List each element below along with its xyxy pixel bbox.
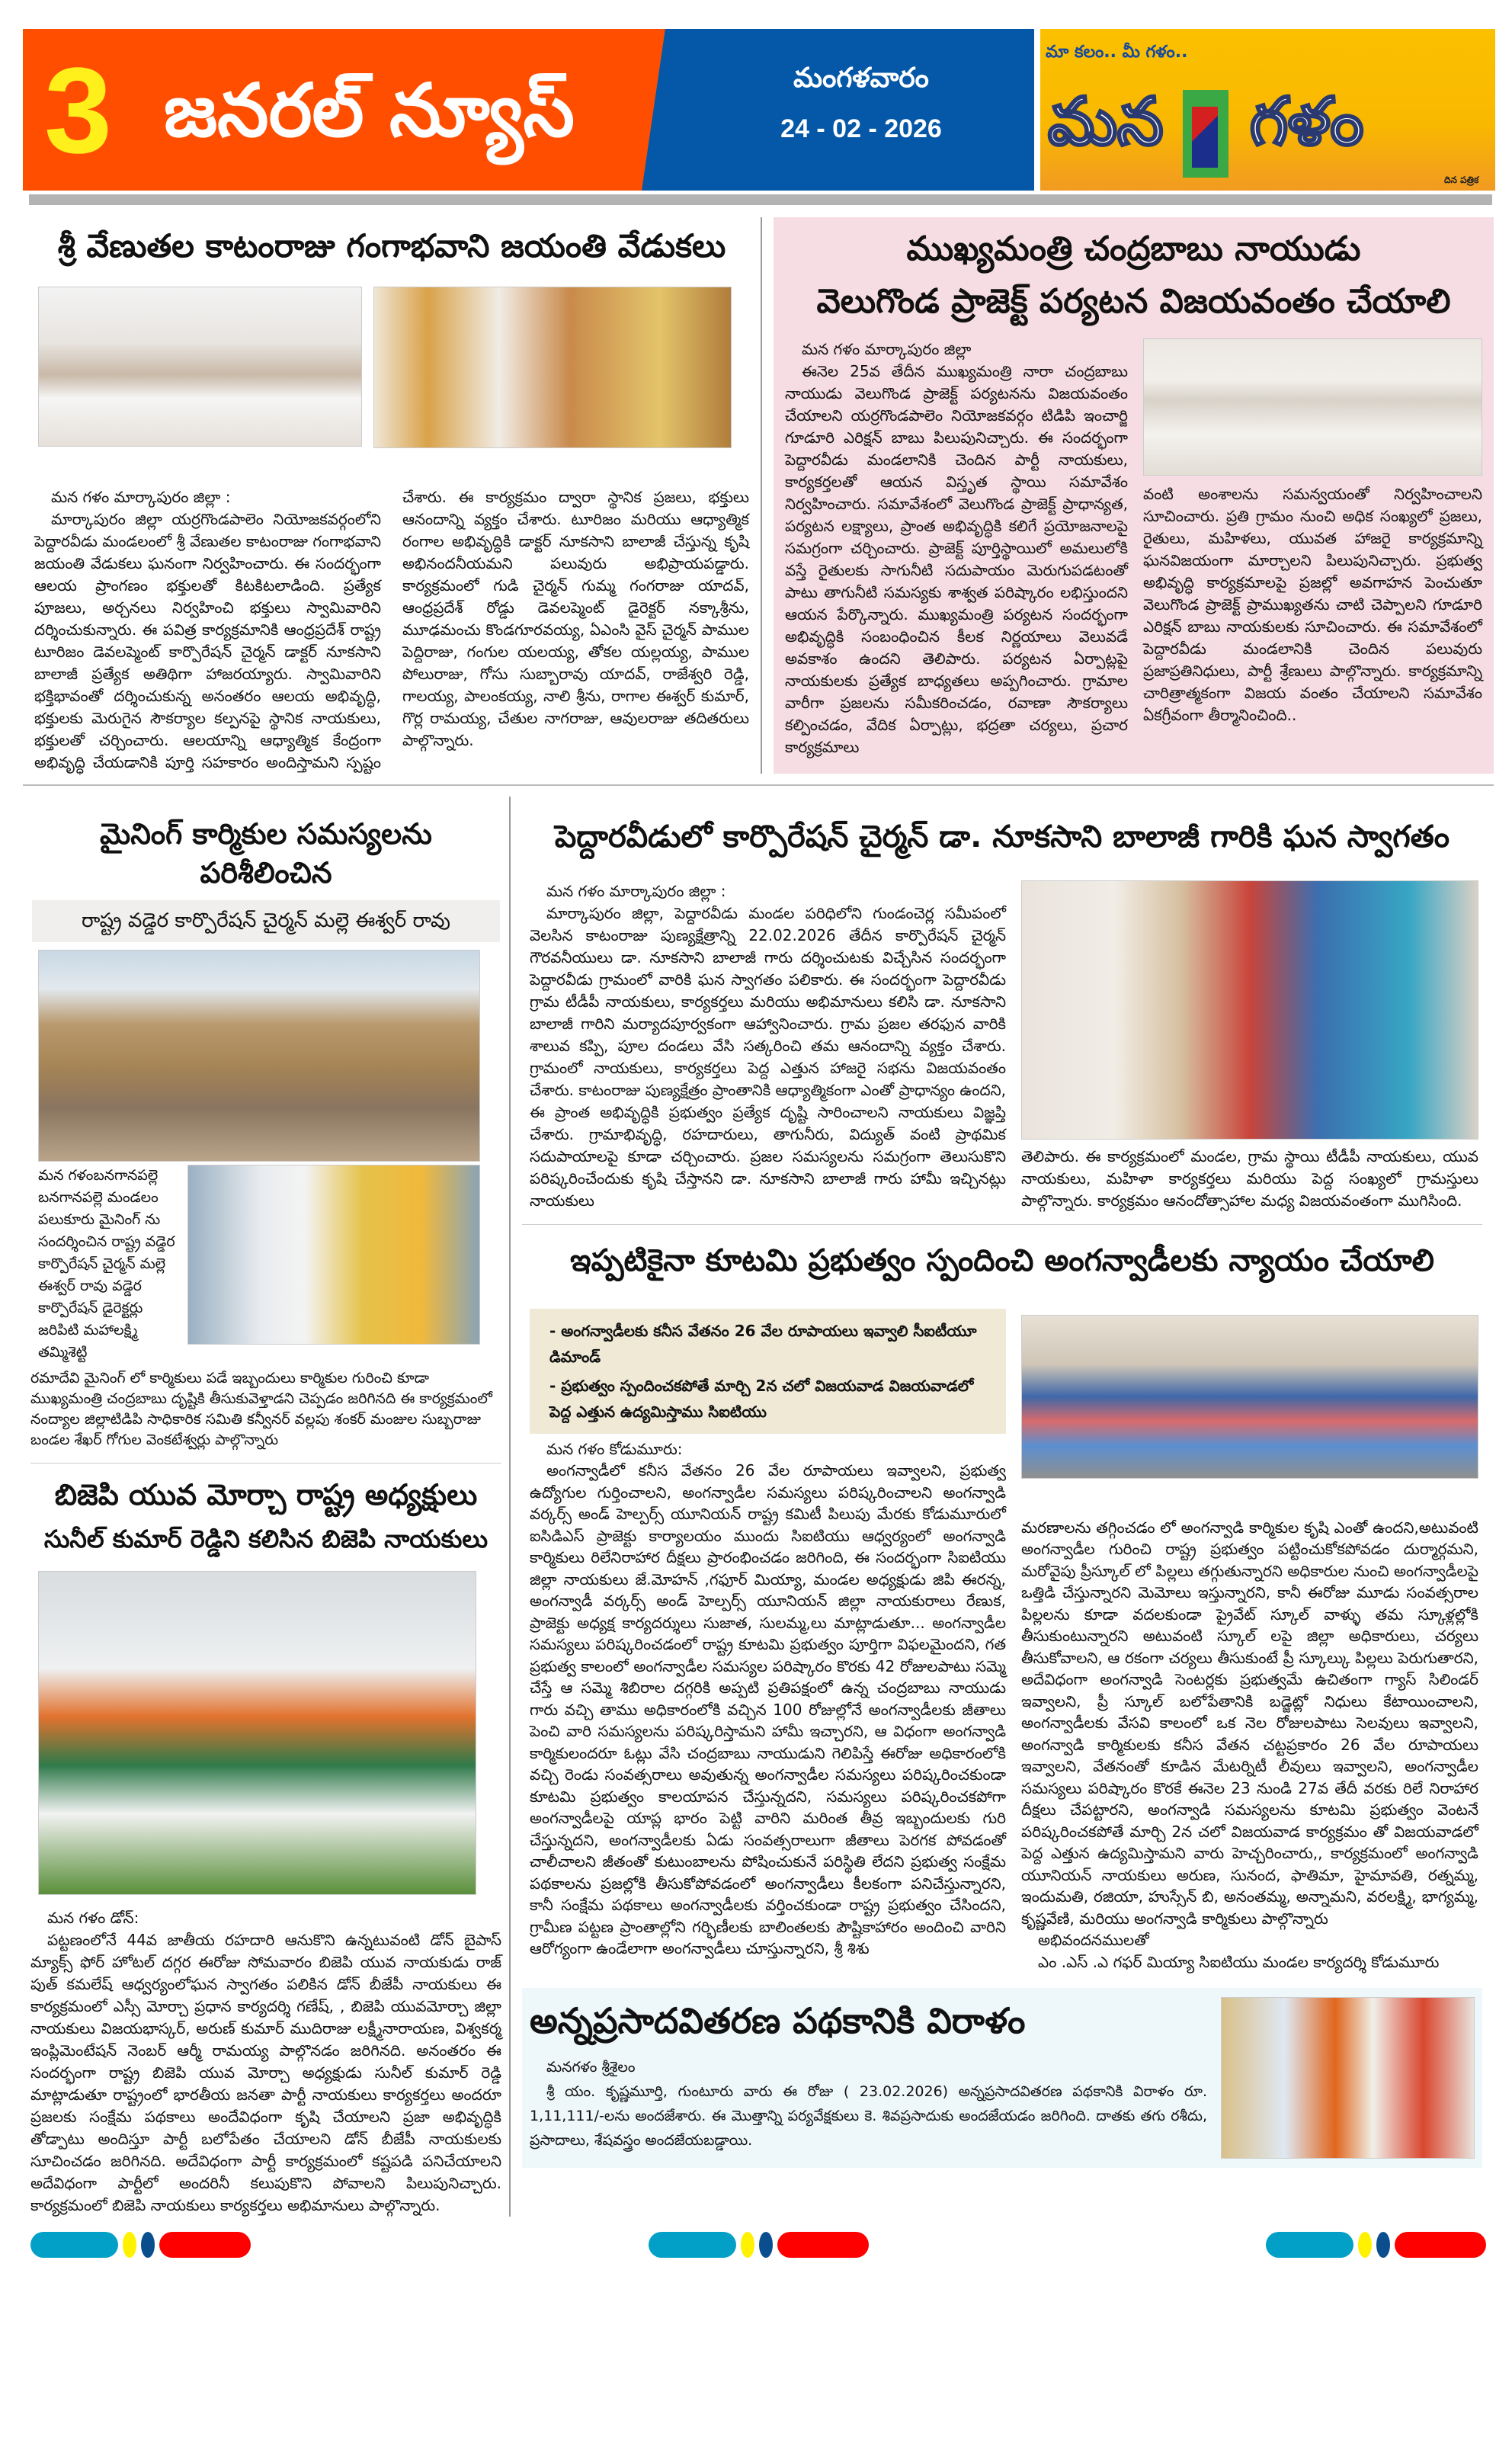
- logo-tagline: మా కలం.. మీ గళం..: [1046, 43, 1188, 62]
- photo-welcome-balaji: [1021, 880, 1478, 1140]
- article2-headline-line1: ముఖ్యమంత్రి చంద్రబాబు నాయుడు: [906, 229, 1361, 268]
- photo-anganwadi-protest: [1021, 1315, 1478, 1479]
- article7-box: [522, 1988, 1482, 2168]
- article1-headline: శ్రీ వేణుతల కాటంరాజు గంగాభవాని జయంతి వేడుకలు: [57, 227, 726, 264]
- article3-subheadline: రాష్ట్ర వడ్డెర కార్పొరేషన్ చైర్మన్ మల్లె ఈశ్వర్ రావు: [82, 909, 450, 933]
- article5-text-left: అంగన్వాడీలో కనీస వేతనం 26 వేల రూపాయలు ఇవ్వాలని, ప్రభుత్వ ఉద్యోగుల గుర్తించాలని, అంగన్వాడీల సమస్యలు పరిష్కరించాలని అంగన్వాడి వర్కర్స్ అండ్ హెల్పర్స్ యూనియన్ రాష్ట్ర కమిటీ పిలుపు మేరకు కోడుమూరులో ఐసిడిఎస్ ప్రాజెక్టు కార్యాలయం ముందు సిఐటియు ఆధ్వర్యంలో అంగన్వాడి కార్మికులు రిలేనిరాహార దీక్షలు ప్రారంభించడం జరిగింది, ఈ సందర్భంగా సిఐటియు జిల్లా నాయకులు జే.మోహన్ ,గఫూర్ మియ్యా, మండల అధ్యక్షుడు జిపి ఈరన్న, అంగన్వాడీ వర్కర్స్ అండ్ హెల్పర్స్ యూనియన్ జిల్లా నాయకురాలు రేణుక, ప్రాజెక్టు అధ్యక్ష కార్యదర్శులు సుజాత, సులమ్మ,లు మాట్లాడుతూ... అంగన్వాడీల సమస్యలు పరిష్కరించడంలో రాష్ట్ర కూటమి ప్రభుత్వం పూర్తిగా విఫలమైందని, గత ప్రభుత్వ కాలంలో అంగన్వాడీల సమస్యల పరిష్కారం కొరకు 42 రోజులపాటు సమ్మె చేస్తే ఆ సమ్మె శిబిరాల దగ్గరికి అప్పటి ప్రతిపక్షంలో ఉన్న చంద్రబాబు నాయుడు గారు వచ్చి తాము అధికారంలోకి వచ్చిన 100 రోజుల్లోనే అంగన్వాడీలకు జీతాలు పెంచి వారి సమస్యలను పరిష్కరిస్తామని హామీ ఇచ్చారని, ఆ విధంగా అంగన్వాడి కార్మికులందరూ ఓట్లు వేసి చంద్రబాబు నాయుడుని గెలిపిస్తే ఈరోజు అధికారంలోకి వచ్చి రెండు సంవత్సరాలు అవుతున్న అంగన్వాడీల సమస్యలు పరిష్కరించకుండా కూటమి ప్రభుత్వం కాలయాపన చేస్తున్నదని, సమస్యలు పరిష్కరించకపోగా అంగన్వాడీలపై యాప్ల భారం పెట్టి వారిని మరింత తీవ్ర ఇబ్బందులకు గురి చేస్తున్నదని, అంగన్వాడీలకు ఏడు సంవత్సరాలుగా జీతాలు పెరగక పోవడంతో చాలీచాలని జీతంతో కుటుంబాలను పోషించుకునే పరిస్థితి లేదని ప్రభుత్వ సంక్షేమ పథకాలను ప్రజల్లోకి తీసుకోపోవడంలో అంగన్వాడీలు కీలకంగా పనిచేస్తున్నారని, కానీ సంక్షేమ పథకాలు అంగన్వాడీలకు వర్తించకుండా రాష్ట్ర ప్రభుత్వం చేసిందని, గ్రామీణ పట్టణ ప్రాంతాల్లోని గర్భిణీలకు బాలింతలకు పౌష్టికాహారం అందించి వారిని ఆరోగ్యంగా ఉండేలాగా అంగన్వాడీలు చూస్తున్నారని, శ్రీ శిశు: [530, 1461, 1006, 1958]
- article2-body-right: వంటి అంశాలను సమన్వయంతో నిర్వహించాలని సూచించారు. ప్రతి గ్రామం నుంచి అధిక సంఖ్యలో ప్రజలు, రైతులు, మహిళలు, యువత హాజరై కార్యక్రమాన్ని ఘనవిజయంగా మార్చాలని పిలుపునిచ్చారు. ప్రభుత్వ అభివృద్ధి కార్యక్రమాలపై ప్రజల్లో అవగాహన పెంచుతూ వెలుగొండ ప్రాజెక్ట్ ప్రాముఖ్యతను చాటి చెప్పాలని గూడూరి ఎరిక్షన్ బాబు నాయకులకు సూచించారు. ఈ సమావేశంలో పెద్దారవీడు మండలానికి చెందిన పలువురు ప్రజాప్రతినిధులు, పార్టీ శ్రేణులు పాల్గొన్నారు. కార్యక్రమాన్ని చారిత్రాత్మకంగా విజయ వంతం చేయాలని సమావేశం ఏకగ్రీవంగా తీర్మానించింది..: [1143, 484, 1482, 724]
- logo-subtitle: దిన పత్రిక: [1444, 175, 1479, 185]
- article6-dateline: మన గళం డోన్:: [47, 1908, 139, 1927]
- footer-color-strip-center: [649, 2232, 869, 2258]
- article5-body-left: [530, 1438, 1006, 1960]
- issue-date: 24 - 02 - 2026: [780, 114, 942, 143]
- footer-color-strip-right: [1266, 2232, 1486, 2258]
- right-column: [511, 797, 1482, 2217]
- photo-temple-devotees: [38, 287, 362, 447]
- article1-text: మార్కాపురం జిల్లా యర్రగొండపాలెం నియోజకవర్గంలోని పెద్దారవీడు మండలంలో శ్రీ వేణుతల కాటంరాజు గంగాభవాని జయంతి వేడుకలు ఘనంగా నిర్వహించారు. ఈ సందర్భంగా ఆలయ ప్రాంగణం భక్తులతో కిటకిటలాడింది. ప్రత్యేక పూజలు, అర్చనలు నిర్వహించి భక్తులు స్వామివారిని దర్శించుకున్నారు. ఈ పవిత్ర కార్యక్రమానికి ఆంధ్రప్రదేశ్ రాష్ట్ర టూరిజం డెవలప్మెంట్ కార్పొరేషన్ చైర్మన్ డాక్టర్ నూకసాని బాలాజీ ప్రత్యేక అతిథిగా హాజరయ్యారు. స్వామివారిని భక్తిభావంతో దర్శించుకున్న అనంతరం ఆలయ అభివృద్ధి, భక్తులకు మెరుగైన సౌకర్యాల కల్పనపై స్థానిక నాయకులు, భక్తులతో చర్చించారు. ఆలయాన్ని ఆధ్యాత్మిక కేంద్రంగా అభివృద్ధి చేయడానికి పూర్తి సహకారం అందిస్తామని స్పష్టం చేశారు. ఈ కార్యక్రమం ద్వారా స్థానిక ప్రజలు, భక్తులు ఆనందాన్ని వ్యక్తం చేశారు. టూరిజం మరియు ఆధ్యాత్మిక రంగాల అభివృద్ధికి డాక్టర్ నూకసాని బాలాజీ చేస్తున్న కృషి అభినందనీయమని పలువురు అభిప్రాయపడ్డారు. కార్యక్రమంలో గుడి చైర్మన్ గుమ్మ గంగరాజు యాదవ్, ఆంధ్రప్రదేశ్ రోడ్డు డెవలప్మెంట్ డైరెక్టర్ నక్కాశ్రీను, మూఢమంచు కొండగూరవయ్య, ఏఎంసి వైస్ చైర్మన్ పాముల పెద్దిరాజు, గంగుల యలయ్య, తోకల యల్లయ్య, పాముల పోలురాజు, గోసు సుబ్బారావు యాదవ్, రాజేశ్వరి రెడ్డి, గాలయ్య, పాలంకయ్య, నాలి శ్రీను, రాగాల ఈశ్వర్ కుమార్, గొర్ల రామయ్య, చేతుల నాగరాజు, ఆవులరాజు తదితరులు పాల్గొన్నారు.: [34, 487, 749, 771]
- article6-body: [30, 1907, 501, 2217]
- article5-headline: ఇప్పటికైనా కూటమి ప్రభుత్వం స్పందించి అంగన్వాడీలకు న్యాయం చేయాలి: [570, 1242, 1434, 1278]
- article6-headline-line2: సునీల్ కుమార్ రెడ్డిని కలిసిన బిజెపి నాయకులు: [43, 1524, 489, 1553]
- article2-body-left: [785, 338, 1128, 758]
- article5-signoff: అభివందనములతో: [1038, 1931, 1149, 1950]
- article4-text-left: మార్కాపురం జిల్లా, పెద్దారవీడు మండల పరిధిలోని గుండంచెర్ల సమీపంలో వెలసిన కాటంరాజు పుణ్యక్షేత్రాన్ని 22.02.2026 తేదీన కార్పొరేషన్ చైర్మన్ గౌరవనీయులు డా. నూకసాని బాలాజీ గారు దర్శించుటకు విచ్చేసిన సందర్భంగా పెద్దారవీడు గ్రామంలో వారికి ఘన స్వాగతం పలికారు. ఈ సందర్భంగా పెద్దారవీడు గ్రామ టీడీపీ నాయకులు, కార్యకర్తలు మరియు అభిమానులు కలిసి డా. నూకసాని బాలాజీ గారిని మర్యాదపూర్వకంగా ఆహ్వానించారు. గ్రామ ప్రజల తరఫున వారికి శాలువ కప్పి, పూల దండలు వేసి సత్కరించి తమ ఆనందాన్ని వ్యక్తం చేశారు. గ్రామంలో నాయకులు, కార్యకర్తలు పెద్ద ఎత్తున హాజరై సభను విజయవంతం చేశారు. కాటంరాజు పుణ్యక్షేత్రం ప్రాంతానికి ఆధ్యాత్మికంగా ఎంతో ప్రాధాన్యం ఉందని, ఈ ప్రాంత అభివృద్ధికి ప్రభుత్వం ప్రత్యేక దృష్టి సారించాలని నాయకులు విజ్ఞప్తి చేశారు. గ్రామాభివృద్ధి, రహదారులు, తాగునీరు, విద్యుత్ వంటి ప్రాథమిక సదుపాయాలపై కూడా చర్చించారు. ప్రజల సమస్యలను సమగ్రంగా తెలుసుకొని పరిష్కరించేందుకు కృషి చేస్తానని డా. నూకసాని బాలాజీ గారు హామీ ఇచ్చినట్లు నాయకులు: [530, 903, 1006, 1210]
- article1-dateline: మన గళం మార్కాపురం జిల్లా :: [51, 487, 231, 506]
- article5-highlight-1: - అంగన్వాడీలకు కనీస వేతనం 26 వేల రూపాయలు ఇవ్వాలి సీఐటీయూ డిమాండ్: [549, 1321, 977, 1366]
- article7-dateline: మనగళం శ్రీశైలం: [546, 2059, 636, 2076]
- photo-mining-site: [38, 950, 480, 1162]
- article3-side-text: మన గళంబనగానపల్లె బనగానపల్లె మండలం పలుకూరు మైనింగ్ ను సందర్శించిన రాష్ట్ర వడ్డెర కార్పొరేషన్ చైర్మన్ మల్లె ఈశ్వర్ రావు వడ్డెర కార్పొరేషన్ డైరెక్టర్లు జరిపిటి మహాలక్ష్మి తమ్మిశెట్టి: [38, 1167, 175, 1361]
- photo-tdp-meeting: [1143, 338, 1482, 476]
- photo-donation-handover: [1221, 1997, 1475, 2159]
- photo-mining-inspection: [187, 1165, 480, 1345]
- left-column: [23, 797, 511, 2217]
- article2-box: [774, 217, 1494, 774]
- article7-body: [530, 2055, 1207, 2153]
- article4-body-right: తెలిపారు. ఈ కార్యక్రమంలో మండల, గ్రామ స్థాయి టీడీపీ నాయకులు, యువ నాయకులు, మహిళా కార్యకర్తలు మరియు పెద్ద సంఖ్యలో గ్రామస్తులు పాల్గొన్నారు. కార్యక్రమం ఆనందోత్సాహాల మధ్య విజయవంతంగా ముగిసింది.: [1021, 1146, 1478, 1210]
- photo-bjp-leaders: [38, 1571, 476, 1895]
- section-title: జనరల్ న్యూస్: [164, 68, 575, 153]
- page-content: [23, 217, 1494, 2281]
- article5-highlights-box: [530, 1309, 1006, 1434]
- article4-headline: పెద్దారవీడులో కార్పొరేషన్ చైర్మన్ డా. నూకసాని బాలాజీ గారికి ఘన స్వాగతం: [554, 819, 1450, 854]
- bottom-area: [23, 797, 1494, 2217]
- article2-dateline: మన గళం మార్కాపురం జిల్లా: [802, 339, 972, 358]
- top-row: [23, 217, 1494, 786]
- article4-body-left: [530, 880, 1006, 1212]
- section-divider: [522, 1224, 1482, 1225]
- section-divider: [30, 1463, 501, 1464]
- article1-body: [34, 486, 749, 774]
- article7-headline: అన్నప్రసాదవితరణ పథకానికి విరాళం: [530, 2000, 1026, 2042]
- article4-dateline: మన గళం మార్కాపురం జిల్లా :: [546, 881, 726, 900]
- article5-body-right: [1021, 1517, 1478, 1973]
- footer-color-strip-left: [30, 2232, 251, 2258]
- article3-headline: మైనింగ్ కార్మికుల సమస్యలను పరిశీలించిన: [100, 816, 432, 890]
- logo-text-right: గళం: [1250, 84, 1364, 160]
- article6-text: పట్టణంలోనే 44వ జాతీయ రహదారి ఆనుకొని ఉన్నటువంటి డోన్ బైపాస్ మ్యాక్స్ ఫోర్ హోటల్ దగ్గర ఈరోజు సోమవారం బిజెపి యువ నాయకుడు రాజ్ పుత్ కమలేష్ ఆధ్వర్యంలోఘన స్వాగతం పలికిన డోన్ బీజేపీ నాయకులు ఈ కార్యక్రమంలో ఎస్సీ మోర్చా ప్రధాన కార్యదర్శి గణేష్, , బిజెపి యువమోర్చా జిల్లా నాయకులు విజయభాస్కర్, అరుణ్ కుమార్ ముదిరాజు లక్ష్మీనారాయణ, విశ్వకర్మ ఇంప్లిమెంటేషన్ నెంబర్ ఆర్మీ రామయ్య పాల్గొనడం జరిగినది. అనంతరం ఈ సందర్భంగా రాష్ట్ర బిజెపి యువ మోర్చా అధ్యక్షుడు సునీల్ కుమార్ రెడ్డి మాట్లాడుతూ రాష్ట్రంలో భారతీయ జనతా పార్టీ నాయకులు కార్యకర్తలు అందరూ ప్రజలకు సంక్షేమ పథకాలు అందేవిధంగా కృషి చేయాలని ప్రజా అభివృద్ధికి తోడ్పాటు అందిస్తూ పార్టీ బలోపేతం చేయాలని డోన్ బీజేపీ నాయకులకు సూచించడం జరిగినది. అదేవిధంగా పార్టీ కార్యక్రమంలో కష్టపడి పనిచేయాలని అదేవిధంగా పార్టీలో అందరినీ కలుపుకొని పోవాలని పిలుపునిచ్చారు. కార్యక్రమంలో బిజెపి నాయకులు కార్యకర్తలు అభిమానులు పాల్గొన్నారు.: [30, 1930, 501, 2214]
- article3-subheadline-box: [32, 900, 500, 942]
- article7-text: శ్రీ యం. కృష్ణమూర్తి, గుంటూరు వారు ఈ రోజు ( 23.02.2026) అన్నప్రసాదవితరణ పథకానికి విరాళం రూ. 1,11,111/-లను అందజేశారు. ఈ మొత్తాన్ని పర్యవేక్షకులు కె. శివప్రసాదుకు అందజేయడం జరిగింది. దాతకు తగు రశీదు, ప్రసాదాలు, శేషవస్త్రం అందజేయబడ్డాయి.: [530, 2083, 1207, 2150]
- logo-text-left: మన: [1048, 84, 1164, 160]
- page-number: 3: [44, 42, 112, 178]
- article5-text-right: మరణాలను తగ్గించడం లో అంగన్వాడి కార్మికుల కృషి ఎంతో ఉందని,అటువంటి అంగన్వాడీల గురించి రాష్ట్ర ప్రభుత్వం పట్టించుకోకపోవడం దుర్మార్గమని, మరోవైపు ప్రీస్కూల్ లో పిల్లలు తగ్గుతున్నారని అధికారుల నుంచి అంగన్వాడీలపై ఒత్తిడి చేస్తున్నారని మెమోలు ఇస్తున్నారని, కానీ ఈరోజు మూడు సంవత్సరాల పిల్లలను కూడా వదలకుండా ప్రైవేట్ స్కూల్ వాళ్ళు తమ స్కూళ్లల్లోకి తీసుకుంటున్నారని అటువంటి స్కూల్ లపై జిల్లా అధికారులు, చర్యలు తీసుకోవాలని, ఆ రకంగా చర్యలు తీసుకుంటే ప్రీ స్కూల్కు పిల్లలు పెరుగుతారని, అదేవిధంగా అంగన్వాడి సెంటర్లకు ప్రభుత్వమే ఉచితంగా గ్యాస్ సిలిండర్ ఇవ్వాలని, ప్రీ స్కూల్ బలోపేతానికి బడ్జెట్లో నిధులు కేటాయించాలని, అంగన్వాడీలకు వేసవి కాలంలో ఒక నెల రోజులపాటు సెలవులు ఇవ్వాలని, అంగన్వాడి కార్మికులకు కనీస వేతన చట్టప్రకారం 26 వేల రూపాయలు ఇవ్వాలని, వేతనంతో కూడిన మేటర్నిటీ లీవులు ఇవ్వాలని, అంగన్వాడీల సమస్యలు పరిష్కారం కొరకే ఈనెల 23 నుండి 27వ తేదీ వరకు రిలే నిరాహార దీక్షలు చేపట్టారని, అంగన్వాడి సమస్యలను కూటమి ప్రభుత్వం వెంటనే పరిష్కరించకపోతే మార్చి 2న చలో విజయవాడ కార్యక్రమం తో విజయవాడలో పెద్ద ఎత్తున ఉద్యమిస్తామని వారు హెచ్చరించారు,, కార్యక్రమంలో అంగన్వాడి యూనియన్ నాయకులు అరుణ, సునంద, ఫాతిమా, హైమావతి, రత్నమ్మ, ఇందుమతి, రజియా, హుస్సేన్ బి, అనంతమ్మ, అన్నామని, వరలక్ష్మి, భాగ్యమ్మ, కృష్ణవేణి, మరియు అంగన్వాడి కార్మికులు పాల్గొన్నారు: [1021, 1518, 1478, 1928]
- article5-highlight-2: - ప్రభుత్వం స్పందించకపోతే మార్చి 2న చలో విజయవాడ విజయవాడలో పెద్ద ఎత్తున ఉద్యమిస్తాము సిఐటియు: [549, 1376, 974, 1421]
- article5-dateline: మన గళం కోడుమూరు:: [546, 1439, 683, 1458]
- header-date-panel: [642, 29, 1034, 191]
- raised-fist-pen-icon: [1183, 90, 1228, 178]
- article6-headline-line1: బిజెపి యువ మోర్చా రాష్ట్ర అధ్యక్షులు: [54, 1478, 478, 1512]
- article1: [23, 217, 762, 774]
- article3-text: రమాదేవి మైనింగ్ లో కార్మికులు పడే ఇబ్బందులు కార్మికుల గురించి కూడా ముఖ్యమంత్రి చంద్రబాబు దృష్టికి తీసుకువెళ్తాడని చెప్పడం జరిగినది ఈ కార్యక్రమంలో నంద్యాల జిల్లాటిడిపి సాధికారిక సమితి కన్వీనర్ వల్లపు శంకర్ మంజుల సుబ్బరాజు బండల శేఖర్ గోగుల వెంకటేశ్వర్లు పాల్గొన్నారు: [30, 1370, 492, 1449]
- article5-signature: ఎం .ఎస్ .ఎ గఫర్ మియ్యా సిఐటియు మండల కార్యదర్శి కోడుమూరు: [1038, 1952, 1440, 1971]
- article2-headline-line2: వెలుగొండ ప్రాజెక్ట్ పర్యటన విజయవంతం చేయాలి: [816, 282, 1451, 322]
- photo-temple-puja: [373, 287, 732, 448]
- footer: [23, 2217, 1494, 2281]
- article2-text-left: ఈనెల 25వ తేదీన ముఖ్యమంత్రి నారా చంద్రబాబు నాయుడు వెలుగొండ ప్రాజెక్ట్ పర్యటనను విజయవంతం చేయాలని యర్రగొండపాలెం నియోజకవర్గం టిడిపి ఇంచార్జి గూడూరి ఎరిక్షన్ బాబు పిలుపునిచ్చారు. ఈ సందర్భంగా పెద్దారవీడు మండలానికి చెందిన పార్టీ నాయకులు, కార్యకర్తలతో ఆయన విస్తృత స్థాయి సమావేశం నిర్వహించారు. సమావేశంలో వెలుగొండ ప్రాజెక్ట్ ప్రాధాన్యత, పర్యటన లక్ష్యాలు, ప్రాంత అభివృద్ధికి కలిగే ప్రయోజనాలపై సమగ్రంగా చర్చించారు. ప్రాజెక్ట్ పూర్తిస్థాయిలో అమలులోకి వస్తే రైతులకు సాగునీటి సదుపాయం మెరుగుపడటంతో పాటు తాగునీటి సమస్యకు శాశ్వత పరిష్కారం లభిస్తుందని ఆయన పేర్కొన్నారు. ముఖ్యమంత్రి పర్యటన సందర్భంగా అభివృద్ధికి సంబంధించిన కీలక నిర్ణయాలు వెలువడే అవకాశం ఉందని తెలిపారు. పర్యటన ఏర్పాట్లపై నాయకులకు ప్రత్యేక బాధ్యతలు అప్పగించారు. గ్రామాల వారీగా ప్రజలను సమీకరించడం, రవాణా సౌకర్యాలు కల్పించడం, వేదిక ఏర్పాట్లు, భద్రతా చర్యలు, ప్రచార కార్యక్రమాలు: [785, 361, 1128, 756]
- issue-day: మంగళవారం: [793, 63, 929, 94]
- header-divider: [29, 194, 1492, 205]
